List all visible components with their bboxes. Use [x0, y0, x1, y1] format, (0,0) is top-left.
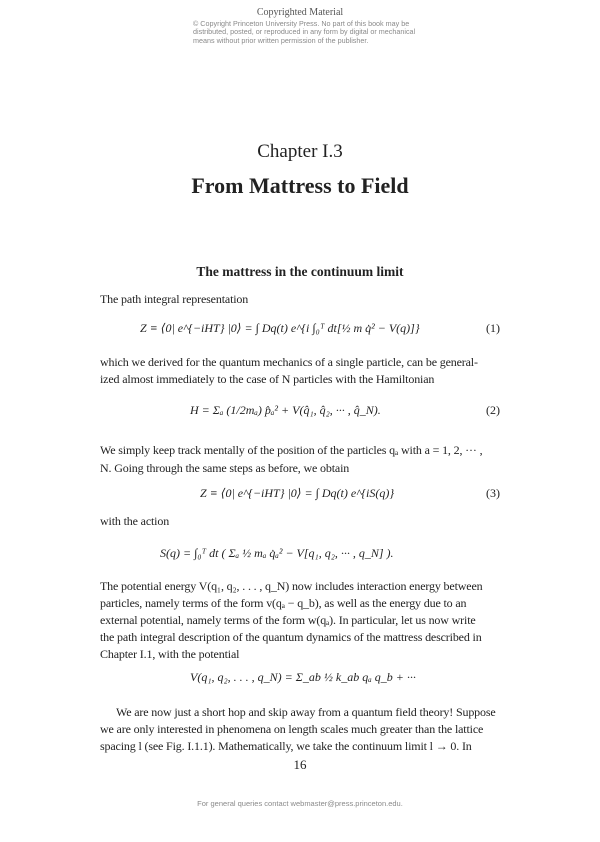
page-number: 16 — [293, 757, 307, 772]
paragraph-line: the path integral description of the quantum dynamics of the mattress described in — [100, 630, 482, 644]
equation-number: (2) — [486, 403, 500, 417]
equation-2: H = Σₐ (1/2mₐ) p̂ₐ² + V(q̂₁, q̂₂, ··· , q̂_N). — [190, 403, 381, 417]
paragraph-line: N. Going through the same steps as before, we obtain — [100, 461, 350, 475]
notice-line: © Copyright Princeton University Press. No part of this book may be — [193, 19, 410, 28]
copyright-title: Copyrighted Material — [256, 7, 344, 18]
notice-line: distributed, posted, or reproduced in any form by digital or mechanical — [193, 27, 416, 37]
chapter-number: Chapter I.3 — [257, 141, 343, 162]
paragraph-line: particles, namely terms of the form v(qₐ − q_b), as well as the energy due to an — [100, 596, 467, 610]
equation-action: S(q) = ∫₀ᵀ dt ( Σₐ ½ mₐ q̇ₐ² − V[q₁, q₂, ··· , q_N] ). — [160, 546, 394, 560]
chapter-title: From Mattress to Field — [191, 173, 409, 198]
paragraph-line: with the action — [100, 514, 170, 528]
paragraph-line: The potential energy V(q₁, q₂, . . . , q_N) now includes interaction energy between — [100, 579, 483, 593]
equation-row-2 — [100, 403, 500, 418]
equation-number: (1) — [486, 321, 500, 335]
paragraph-line: which we derived for the quantum mechanics of a single particle, can be general- — [100, 355, 478, 369]
paragraph-line: The path integral representation — [100, 292, 249, 306]
paragraph-line: We simply keep track mentally of the position of the particles qₐ with a = 1, 2, ··· , — [100, 443, 483, 457]
equation-row-3 — [100, 486, 500, 501]
section-heading: The mattress in the continuum limit — [196, 264, 404, 279]
notice-line: means without prior written permission of the publisher. — [193, 35, 369, 45]
paragraph-line: Chapter I.1, with the potential — [100, 647, 240, 661]
equation-3: Z ≡ ⟨0| e^{−iHT} |0⟩ = ∫ Dq(t) e^{iS(q)} — [200, 486, 395, 500]
footer-contact: For general queries contact webmaster@press.princeton.edu. — [197, 799, 403, 808]
paragraph-line: ized almost immediately to the case of N particles with the Hamiltonian — [100, 372, 435, 386]
paragraph-line: spacing l (see Fig. I.1.1). Mathematically, we take the continuum limit l → 0. In — [100, 739, 472, 753]
equation-potential: V(q₁, q₂, . . . , q_N) = Σ_ab ½ k_ab qₐ q_b + ··· — [190, 670, 416, 684]
equation-number: (3) — [486, 486, 500, 500]
equation-1: Z ≡ ⟨0| e^{−iHT} |0⟩ = ∫ Dq(t) e^{i ∫₀ᵀ dt[½ m q̇² − V(q)]} — [140, 321, 420, 335]
paragraph-line: we are only interested in phenomena on length scales much greater than the lattice — [100, 722, 484, 736]
equation-row-1 — [100, 321, 500, 336]
paragraph-line: We are now just a short hop and skip away from a quantum field theory! Suppose — [116, 705, 496, 719]
paragraph-line: external potential, namely terms of the form w(qₐ). In particular, let us now write — [100, 613, 476, 627]
copyright-notice — [193, 20, 415, 45]
